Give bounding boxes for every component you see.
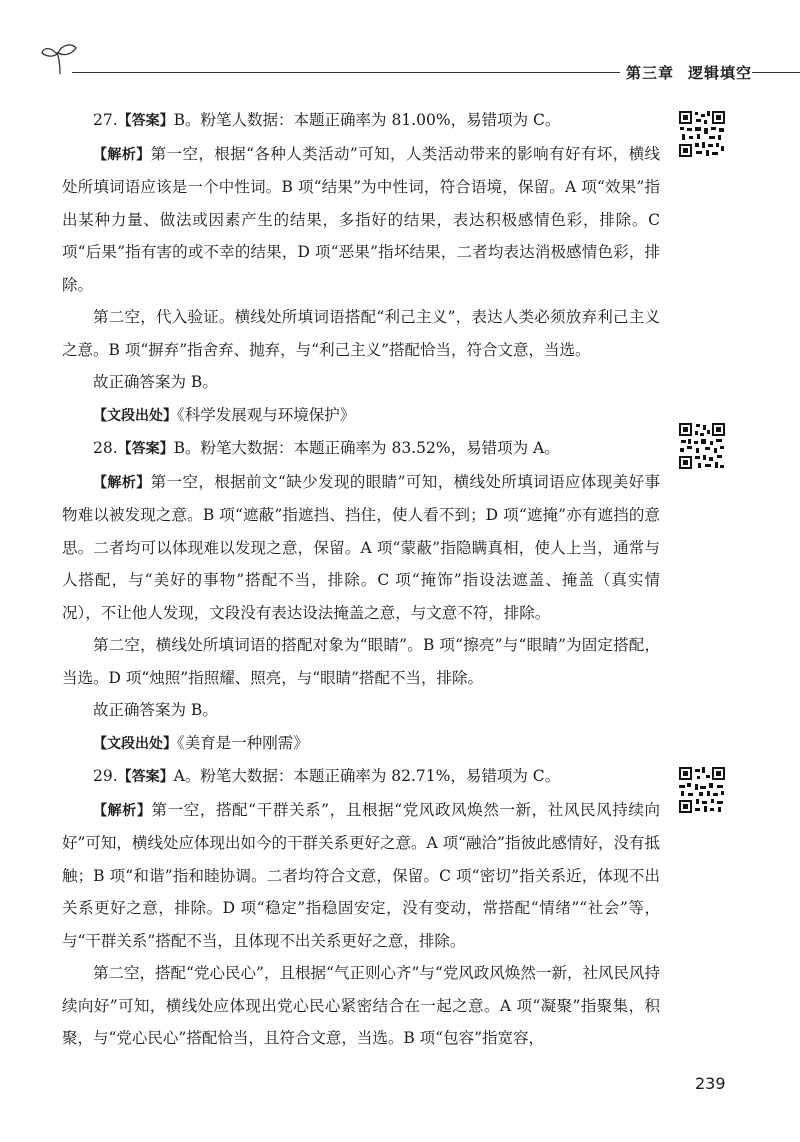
question-number: 29. bbox=[93, 767, 118, 785]
conclusion: 故正确答案为 B。 bbox=[93, 373, 218, 391]
answer-tag: 【答案】 bbox=[117, 441, 174, 457]
answer-text: B。粉笔人数据：本题正确率为 81.00%，易错项为 C。 bbox=[173, 111, 561, 129]
question-number: 28. bbox=[93, 439, 118, 457]
source-line bbox=[62, 399, 660, 433]
answer-line bbox=[62, 760, 660, 794]
analysis-paragraph bbox=[62, 794, 660, 958]
document-body bbox=[62, 104, 660, 1055]
analysis-tag: 【解析】 bbox=[93, 802, 152, 819]
header-rule bbox=[752, 72, 800, 73]
analysis-paragraph: 第二空，横线处所填词语的搭配对象为“眼睛”。B 项“擦亮”与“眼睛”为固定搭配，当选。D 项“烛照”指照耀、照亮，与“眼睛”搭配不当，排除。 bbox=[62, 636, 660, 687]
analysis-tag: 【解析】 bbox=[93, 146, 151, 163]
analysis-paragraph bbox=[62, 138, 660, 302]
chapter-label: 第三章 bbox=[626, 64, 675, 82]
analysis-paragraph: 第二空，搭配“党心民心”，且根据“气正则心齐”与“党风政风焕然一新，社风民风持续向好”可知，横线处应体现出党心民心紧密结合在一起之意。A 项“凝聚”指聚集，积聚，与“党心民心”搭配恰当，且符合文意，当选。B 项“包容”指宽容， bbox=[62, 964, 660, 1047]
answer-tag: 【答案】 bbox=[117, 113, 174, 129]
analysis-paragraph: 第二空，代入验证。横线处所填词语搭配“利己主义”，表达人类必须放弃利己主义之意。B 项“摒弃”指舍弃、抛弃，与“利己主义”搭配恰当，符合文意，当选。 bbox=[62, 308, 660, 359]
analysis-paragraph bbox=[62, 466, 660, 630]
page-header bbox=[40, 40, 770, 80]
source-tag: 【文段出处】 bbox=[93, 407, 177, 424]
qr-code-icon[interactable] bbox=[678, 422, 726, 470]
chapter-title bbox=[626, 62, 752, 83]
page-number: 239 bbox=[695, 1074, 726, 1093]
qr-code-icon[interactable] bbox=[678, 110, 726, 158]
answer-line bbox=[62, 432, 660, 466]
answer-line bbox=[62, 104, 660, 138]
section-label: 逻辑填空 bbox=[688, 64, 753, 82]
question-number: 27. bbox=[93, 111, 118, 129]
analysis-text: 第一空，根据前文“缺少发现的眼睛”可知，横线处所填词语应体现美好事物难以被发现之意。B 项“遮蔽”指遮挡、挡住，使人看不到；D 项“遮掩”亦有遮挡的意思。二者均可以体现难以发现之意，保留。A 项“蒙蔽”指隐瞒真相，使人上当，通常与人搭配，与“美好的事物”搭配不当，排除。C 项“掩饰”指设法遮盖、掩盖（真实情况），不让他人发现，文段没有表达设法掩盖之意，与文意不符，排除。 bbox=[62, 472, 661, 622]
answer-text: B。粉笔大数据：本题正确率为 83.52%，易错项为 A。 bbox=[173, 439, 560, 457]
answer-text: A。粉笔大数据：本题正确率为 82.71%，易错项为 C。 bbox=[173, 767, 561, 785]
source-line bbox=[62, 727, 660, 761]
analysis-text: 第一空，根据“各种人类活动”可知，人类活动带来的影响有好有坏，横线处所填词语应该是一个中性词。B 项“结果”为中性词，符合语境，保留。A 项“效果”指出某种力量、做法或因素产生的结果，多指好的结果，表达积极感情色彩，排除。C 项“后果”指有害的或不幸的结果，D 项“恶果”指坏结果，二者均表达消极感情色彩，排除。 bbox=[62, 144, 661, 294]
sprout-icon bbox=[40, 40, 80, 76]
source-title: 《美育是一种刚需》 bbox=[177, 733, 309, 752]
analysis-text: 第一空，搭配“干群关系”，且根据“党风政风焕然一新，社风民风持续向好”可知，横线处应体现出如今的干群关系更好之意。A 项“融洽”指彼此感情好，没有抵触；B 项“和谐”指和睦协调。二者均符合文意，保留。C 项“密切”指关系近，体现不出关系更好之意，排除。D 项“稳定”指稳固安定，没有变动，常搭配“情绪”“社会”等，与“干群关系”搭配不当，且体现不出关系更好之意，排除。 bbox=[62, 800, 660, 950]
source-title: 《科学发展观与环境保护》 bbox=[177, 405, 356, 424]
conclusion: 故正确答案为 B。 bbox=[93, 701, 218, 719]
qr-code-icon[interactable] bbox=[678, 766, 726, 814]
source-tag: 【文段出处】 bbox=[93, 735, 177, 752]
answer-tag: 【答案】 bbox=[117, 769, 174, 785]
header-rule bbox=[72, 72, 620, 73]
analysis-tag: 【解析】 bbox=[93, 474, 151, 491]
